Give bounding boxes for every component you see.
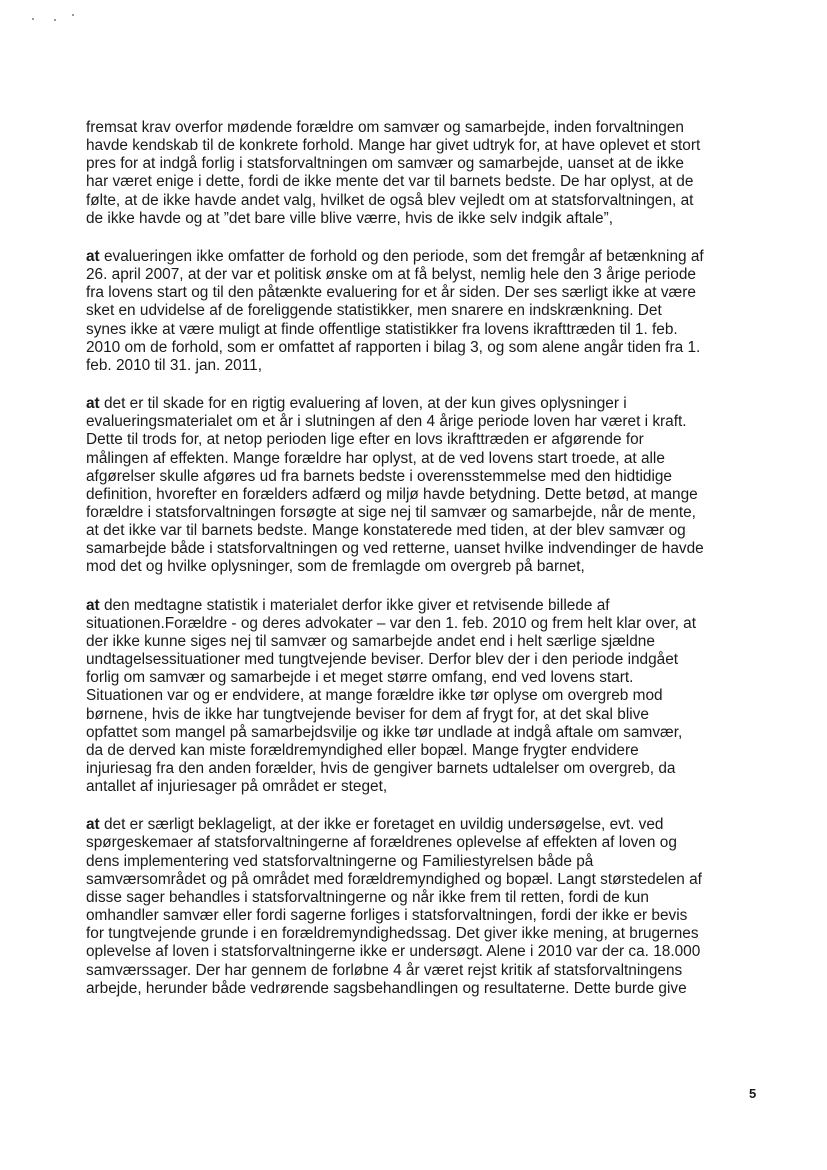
paragraph-lead: at <box>86 395 100 413</box>
text-line: Dette til trods for, at netop perioden lige efter en lovs ikrafttræden er afgørende for <box>86 431 644 449</box>
text-line: antallet af injuriesager på området er steget, <box>86 778 388 796</box>
text-line: for tungtvejende grunde i en forældremyndighedssag. Det giver ikke mening, at brugernes <box>86 925 699 943</box>
text-run: evalueringen ikke omfatter de forhold og den periode, som det fremgår af betænkning af <box>99 247 704 265</box>
text-line: forældre i statsforvaltningen forsøgte at sige nej til samvær og samarbejde, når de mente, <box>86 503 696 521</box>
document-body <box>86 119 758 1018</box>
text-line: omhandler samvær eller fordi sagerne forliges i statsforvaltningen, fordi der ikke er bevis <box>86 907 688 925</box>
text-line: havde kendskab til de konkrete forhold. Mange har givet udtryk for, at have oplevet et stort <box>86 137 701 155</box>
text-line: samværsområdet og på området med forældremyndighed og bopæl. Langt størstedelen af <box>86 870 702 888</box>
text-run: det er særligt beklageligt, at der ikke er foretaget en uvildig undersøgelse, evt. ved <box>99 816 664 834</box>
text-line: spørgeskemaer af statsforvaltningerne af forældrenes oplevelse af effekten af loven og <box>86 834 677 852</box>
text-line: har været enige i dette, fordi de ikke mente det var til barnets bedste. De har oplyst, at de <box>86 173 694 191</box>
text-line: sket en udvidelse af de foreliggende statistikker, men snarere en indskrænkning. Det <box>86 302 662 320</box>
paragraph-lead: at <box>86 816 100 834</box>
text-line: arbejde, herunder både vedrørende sagsbehandlingen og resultaterne. Dette burde give <box>86 979 687 997</box>
text-line: Situationen var og er endvidere, at mange forældre ikke tør oplyse om overgreb mod <box>86 687 663 705</box>
text-line: injuriesag fra den anden forælder, hvis de gengiver barnets udtalelser om overgreb, da <box>86 760 676 777</box>
text-line: da de derved kan miste forældremyndighed eller bopæl. Mange frygter endvidere <box>86 741 639 759</box>
text-line: afgørelser skulle afgøres ud fra barnets bedste i overensstemmelse med den hidtidige <box>86 467 672 485</box>
paragraph-lead: at <box>86 596 100 614</box>
text-line: fremsat krav overfor mødende forældre om samvær og samarbejde, inden forvaltningen <box>86 119 684 136</box>
page-number: 5 <box>749 1086 757 1101</box>
text-run: den medtagne statistik i materialet derfor ikke giver et retvisende billede af <box>99 596 610 614</box>
text-line <box>86 597 758 615</box>
text-line: mod det og hvilke oplysninger, som de fremlagde om overgreb på barnet, <box>86 558 585 576</box>
text-line: de ikke havde og at ”det bare ville blive værre, hvis de ikke selv indgik aftale”, <box>86 209 613 227</box>
text-line: feb. 2010 til 31. jan. 2011, <box>86 356 262 374</box>
text-line: fra lovens start og til den påtænkte evaluering for et år siden. Der ses særligt ikke at være <box>86 284 696 302</box>
text-line: at det ikke var til barnets bedste. Mange konstaterede med tiden, at der blev samvær og <box>86 522 686 540</box>
text-line: dens implementering ved statsforvaltningerne og Familiestyrelsen både på <box>86 852 594 870</box>
paragraph-1 <box>86 119 758 228</box>
text-line: synes ikke at være muligt at finde offentlige statistikker fra lovens ikrafttræden til 1. feb. <box>86 320 678 338</box>
text-line: evalueringsmaterialet om et år i slutningen af den 4 årige periode loven har været i kraft. <box>86 413 687 431</box>
text-line: pres for at indgå forlig i statsforvaltningen om samvær og samarbejde, uanset at de ikke <box>86 155 684 173</box>
text-line: 2010 om de forhold, som er omfattet af rapporten i bilag 3, og som alene angår tiden fra 1. <box>86 338 701 356</box>
text-line: opfattet som mangel på samarbejdsvilje og ikke tør undlade at indgå aftale om samvær, <box>86 723 683 741</box>
text-run: det er til skade for en rigtig evaluering af loven, at der kun gives oplysninger i <box>99 395 627 413</box>
paragraph-2 <box>86 248 758 375</box>
text-line: oplevelse af loven i statsforvaltningerne ikke er undersøgt. Alene i 2010 var der ca. 18.000 <box>86 943 701 961</box>
scan-specks <box>30 12 90 24</box>
text-line: samarbejde både i statsforvaltningen og ved retterne, uanset hvilke indvendinger de havde <box>86 540 704 558</box>
paragraph-3 <box>86 395 758 577</box>
text-line: 26. april 2007, at der var et politisk ønske om at få belyst, nemlig hele den 3 årige periode <box>86 266 696 284</box>
text-line: samværssager. Der har gennem de forløbne 4 år været rejst kritik af statsforvaltningens <box>86 961 683 979</box>
text-line: der ikke kunne siges nej til samvær og samarbejde andet end i helt særlige sjældne <box>86 632 655 650</box>
text-line <box>86 395 758 413</box>
text-line: børnene, hvis de ikke har tungtvejende beviser for dem af frygt for, at det skal blive <box>86 705 649 723</box>
text-line: undtagelsessituationer med tungtvejende beviser. Derfor blev der i den periode indgået <box>86 651 679 669</box>
text-line: situationen.Forældre - og deres advokater – var den 1. feb. 2010 og frem helt klar over, at <box>86 614 696 632</box>
text-line: forlig om samvær og samarbejde i et meget større omfang, end ved lovens start. <box>86 669 634 687</box>
text-line <box>86 816 758 834</box>
text-line: definition, hvorefter en forælders adfærd og miljø havde betydning. Dette betød, at mange <box>86 485 698 503</box>
paragraph-lead: at <box>86 247 100 265</box>
text-line <box>86 248 758 266</box>
paragraph-4 <box>86 597 758 797</box>
paragraph-5 <box>86 816 758 998</box>
text-line: følte, at de ikke havde andet valg, hvilket de også blev vejledt om at statsforvaltningen, at <box>86 191 694 209</box>
text-line: målingen af effekten. Mange forældre har oplyst, at de ved lovens start troede, at alle <box>86 449 665 467</box>
text-line: disse sager behandles i statsforvaltningerne og når ikke frem til retten, fordi de kun <box>86 888 649 906</box>
